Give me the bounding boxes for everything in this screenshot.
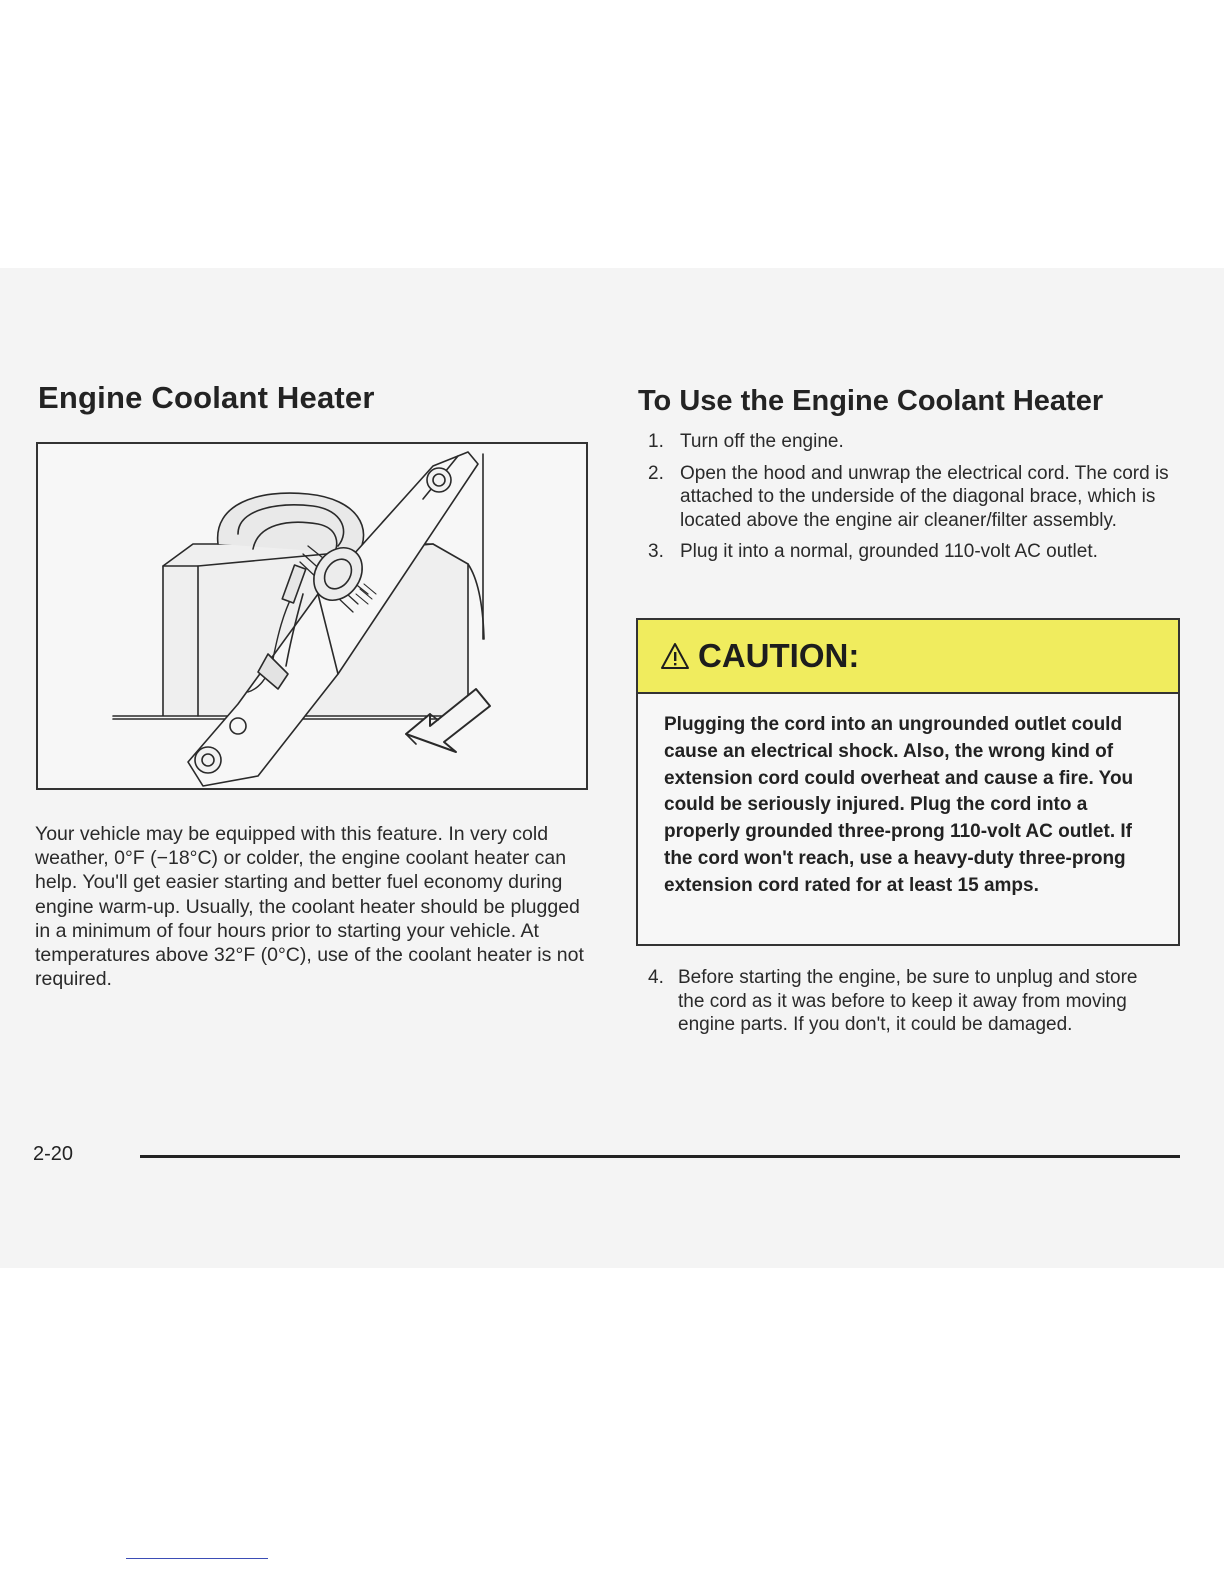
- engine-illustration-icon: [38, 444, 586, 788]
- step-number: 3.: [648, 541, 664, 562]
- engine-coolant-heater-illustration: [36, 442, 588, 790]
- bottom-link-underline: [126, 1558, 268, 1559]
- coolant-heater-description: Your vehicle may be equipped with this feature. In very cold weather, 0°F (−18°C) or colder, the engine coolant heater can help. You'll get easier starting and better fuel economy during engine warm-up. Usually, the coolant heater should be plugged in a minimum of four hours prior to starting your vehicle. At temperatures above 32°F (0°C), use of the coolant heater is not required.: [35, 823, 584, 991]
- usage-steps-list: [648, 430, 1188, 572]
- section-heading-to-use-coolant-heater: To Use the Engine Coolant Heater: [638, 385, 1104, 417]
- step-text: Plug it into a normal, grounded 110-volt AC outlet.: [680, 541, 1098, 562]
- step-number: 4.: [648, 967, 664, 988]
- caution-header: [638, 620, 1178, 694]
- caution-title: CAUTION:: [698, 637, 860, 674]
- footer-rule: [140, 1155, 1180, 1158]
- step-text: Before starting the engine, be sure to unplug and store the cord as it was before to keep it away from moving engine parts. If you don't, it could be damaged.: [678, 967, 1138, 1035]
- section-heading-engine-coolant-heater: Engine Coolant Heater: [38, 380, 375, 415]
- step-text: Turn off the engine.: [680, 431, 844, 452]
- warning-triangle-icon: [660, 642, 690, 670]
- caution-text: Plugging the cord into an ungrounded outlet could cause an electrical shock. Also, the wrong kind of extension cord could overheat and cause a fire. You could be seriously injured. Plug the cord into a properly grounded three-prong 110-volt AC outlet. If the cord won't reach, use a heavy-duty three-prong extension cord rated for at least 15 amps.: [664, 714, 1134, 896]
- caution-box: [636, 618, 1180, 946]
- list-item-step-1: [648, 430, 1188, 454]
- list-item-step-3: [648, 540, 1188, 564]
- usage-steps-list-continued: [648, 966, 1168, 1037]
- step-number: 2.: [648, 462, 664, 484]
- list-item-step-2: [648, 462, 1188, 533]
- list-item-step-4: [648, 966, 1168, 1037]
- page-number: 2-20: [33, 1143, 74, 1165]
- step-text: Open the hood and unwrap the electrical cord. The cord is attached to the underside of the diagonal brace, which is located above the engine air cleaner/filter assembly.: [680, 462, 1169, 531]
- step-number: 1.: [648, 431, 664, 452]
